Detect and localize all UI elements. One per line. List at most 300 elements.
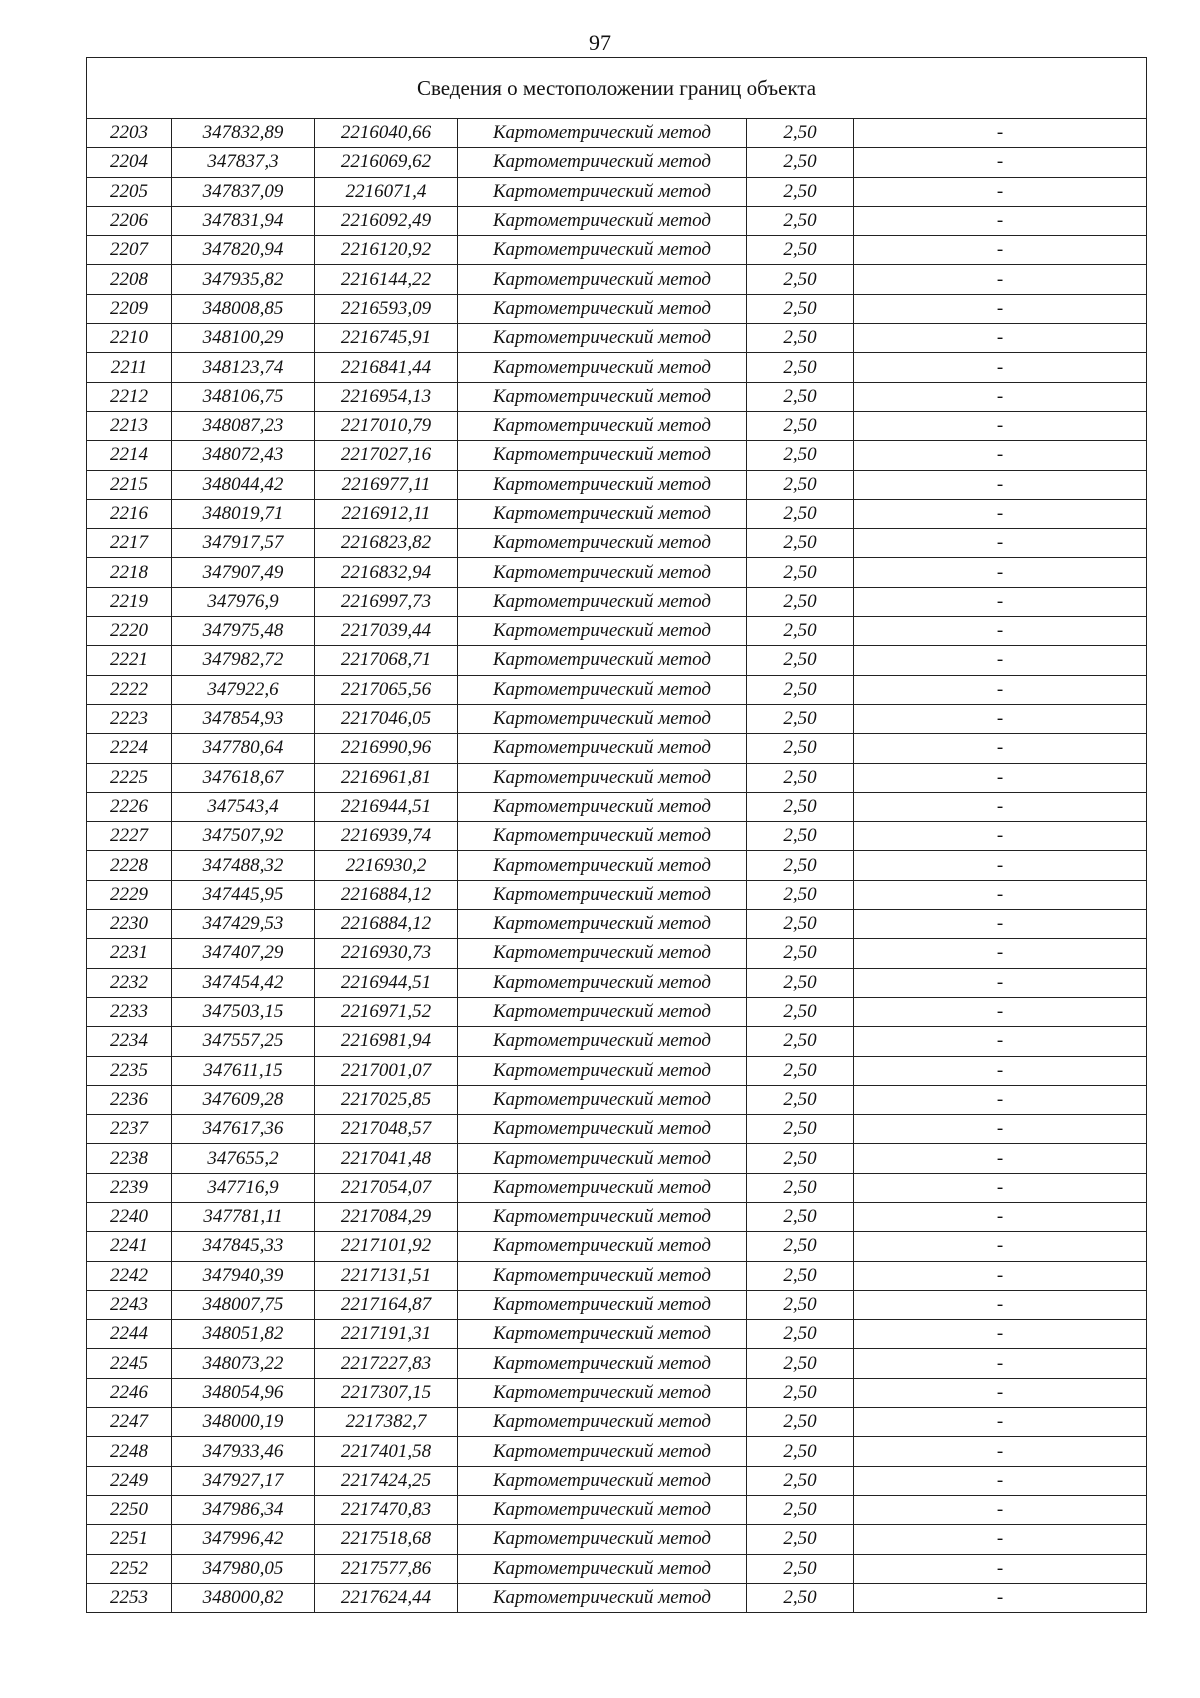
x-coordinate-cell: 347780,64 [172, 734, 315, 763]
table-row [87, 470, 1147, 499]
method-cell: Картометрический метод [458, 1378, 747, 1407]
accuracy-cell: 2,50 [747, 1290, 854, 1319]
method-cell: Картометрический метод [458, 1261, 747, 1290]
table-row [87, 880, 1147, 909]
table-row [87, 968, 1147, 997]
accuracy-cell: 2,50 [747, 1085, 854, 1114]
point-number-cell: 2206 [87, 206, 172, 235]
method-cell: Картометрический метод [458, 822, 747, 851]
description-cell: - [854, 675, 1147, 704]
description-cell: - [854, 1085, 1147, 1114]
x-coordinate-cell: 347837,09 [172, 177, 315, 206]
point-number-cell: 2246 [87, 1378, 172, 1407]
description-cell: - [854, 353, 1147, 382]
table-row [87, 1525, 1147, 1554]
description-cell: - [854, 704, 1147, 733]
accuracy-cell: 2,50 [747, 675, 854, 704]
x-coordinate-cell: 347982,72 [172, 646, 315, 675]
accuracy-cell: 2,50 [747, 1495, 854, 1524]
x-coordinate-cell: 347488,32 [172, 851, 315, 880]
description-cell: - [854, 1115, 1147, 1144]
y-coordinate-cell: 2216997,73 [315, 587, 458, 616]
point-number-cell: 2230 [87, 910, 172, 939]
point-number-cell: 2215 [87, 470, 172, 499]
description-cell: - [854, 236, 1147, 265]
y-coordinate-cell: 2217191,31 [315, 1320, 458, 1349]
table-row [87, 587, 1147, 616]
description-cell: - [854, 177, 1147, 206]
x-coordinate-cell: 347543,4 [172, 792, 315, 821]
table-row [87, 1202, 1147, 1231]
y-coordinate-cell: 2217027,16 [315, 441, 458, 470]
accuracy-cell: 2,50 [747, 1261, 854, 1290]
method-cell: Картометрический метод [458, 704, 747, 733]
point-number-cell: 2227 [87, 822, 172, 851]
x-coordinate-cell: 347454,42 [172, 968, 315, 997]
description-cell: - [854, 441, 1147, 470]
description-cell: - [854, 1378, 1147, 1407]
table-row [87, 441, 1147, 470]
point-number-cell: 2217 [87, 529, 172, 558]
accuracy-cell: 2,50 [747, 704, 854, 733]
description-cell: - [854, 206, 1147, 235]
point-number-cell: 2231 [87, 939, 172, 968]
description-cell: - [854, 1027, 1147, 1056]
table-row [87, 1290, 1147, 1319]
x-coordinate-cell: 348051,82 [172, 1320, 315, 1349]
method-cell: Картометрический метод [458, 411, 747, 440]
table-row [87, 1173, 1147, 1202]
method-cell: Картометрический метод [458, 1085, 747, 1114]
table-row [87, 1232, 1147, 1261]
description-cell: - [854, 1261, 1147, 1290]
point-number-cell: 2209 [87, 294, 172, 323]
table-row [87, 411, 1147, 440]
y-coordinate-cell: 2216092,49 [315, 206, 458, 235]
y-coordinate-cell: 2217010,79 [315, 411, 458, 440]
method-cell: Картометрический метод [458, 265, 747, 294]
accuracy-cell: 2,50 [747, 792, 854, 821]
accuracy-cell: 2,50 [747, 177, 854, 206]
x-coordinate-cell: 347429,53 [172, 910, 315, 939]
page-number: 97 [589, 30, 611, 55]
x-coordinate-cell: 347933,46 [172, 1437, 315, 1466]
y-coordinate-cell: 2216144,22 [315, 265, 458, 294]
table-title: Сведения о местоположении границ объекта [87, 58, 1147, 119]
description-cell: - [854, 1495, 1147, 1524]
table-row [87, 617, 1147, 646]
x-coordinate-cell: 347940,39 [172, 1261, 315, 1290]
y-coordinate-cell: 2216961,81 [315, 763, 458, 792]
accuracy-cell: 2,50 [747, 617, 854, 646]
x-coordinate-cell: 347854,93 [172, 704, 315, 733]
point-number-cell: 2248 [87, 1437, 172, 1466]
method-cell: Картометрический метод [458, 1495, 747, 1524]
y-coordinate-cell: 2216912,11 [315, 499, 458, 528]
x-coordinate-cell: 347837,3 [172, 148, 315, 177]
table-title-row [87, 58, 1147, 119]
point-number-cell: 2224 [87, 734, 172, 763]
x-coordinate-cell: 348100,29 [172, 324, 315, 353]
y-coordinate-cell: 2217068,71 [315, 646, 458, 675]
method-cell: Картометрический метод [458, 792, 747, 821]
method-cell: Картометрический метод [458, 968, 747, 997]
method-cell: Картометрический метод [458, 1466, 747, 1495]
method-cell: Картометрический метод [458, 587, 747, 616]
table-row [87, 558, 1147, 587]
accuracy-cell: 2,50 [747, 1202, 854, 1231]
y-coordinate-cell: 2217624,44 [315, 1583, 458, 1612]
x-coordinate-cell: 347781,11 [172, 1202, 315, 1231]
y-coordinate-cell: 2217048,57 [315, 1115, 458, 1144]
x-coordinate-cell: 347618,67 [172, 763, 315, 792]
x-coordinate-cell: 347820,94 [172, 236, 315, 265]
point-number-cell: 2223 [87, 704, 172, 733]
description-cell: - [854, 148, 1147, 177]
x-coordinate-cell: 347617,36 [172, 1115, 315, 1144]
x-coordinate-cell: 347609,28 [172, 1085, 315, 1114]
y-coordinate-cell: 2217164,87 [315, 1290, 458, 1319]
point-number-cell: 2208 [87, 265, 172, 294]
y-coordinate-cell: 2216944,51 [315, 968, 458, 997]
method-cell: Картометрический метод [458, 1027, 747, 1056]
table-row [87, 1261, 1147, 1290]
x-coordinate-cell: 347907,49 [172, 558, 315, 587]
description-cell: - [854, 324, 1147, 353]
method-cell: Картометрический метод [458, 763, 747, 792]
description-cell: - [854, 1144, 1147, 1173]
method-cell: Картометрический метод [458, 1290, 747, 1319]
description-cell: - [854, 792, 1147, 821]
accuracy-cell: 2,50 [747, 734, 854, 763]
y-coordinate-cell: 2217518,68 [315, 1525, 458, 1554]
y-coordinate-cell: 2216930,73 [315, 939, 458, 968]
method-cell: Картометрический метод [458, 910, 747, 939]
method-cell: Картометрический метод [458, 1349, 747, 1378]
description-cell: - [854, 558, 1147, 587]
table-row [87, 294, 1147, 323]
table-row [87, 1144, 1147, 1173]
method-cell: Картометрический метод [458, 1320, 747, 1349]
description-cell: - [854, 646, 1147, 675]
point-number-cell: 2207 [87, 236, 172, 265]
table-row [87, 1583, 1147, 1612]
table-row [87, 499, 1147, 528]
table-row [87, 939, 1147, 968]
point-number-cell: 2240 [87, 1202, 172, 1231]
accuracy-cell: 2,50 [747, 1408, 854, 1437]
x-coordinate-cell: 347655,2 [172, 1144, 315, 1173]
table-row [87, 1115, 1147, 1144]
y-coordinate-cell: 2217382,7 [315, 1408, 458, 1437]
accuracy-cell: 2,50 [747, 587, 854, 616]
point-number-cell: 2225 [87, 763, 172, 792]
accuracy-cell: 2,50 [747, 353, 854, 382]
method-cell: Картометрический метод [458, 177, 747, 206]
y-coordinate-cell: 2217046,05 [315, 704, 458, 733]
method-cell: Картометрический метод [458, 1144, 747, 1173]
method-cell: Картометрический метод [458, 148, 747, 177]
y-coordinate-cell: 2217424,25 [315, 1466, 458, 1495]
method-cell: Картометрический метод [458, 353, 747, 382]
table-row [87, 1437, 1147, 1466]
description-cell: - [854, 997, 1147, 1026]
x-coordinate-cell: 347832,89 [172, 119, 315, 148]
accuracy-cell: 2,50 [747, 1378, 854, 1407]
point-number-cell: 2214 [87, 441, 172, 470]
table-row [87, 910, 1147, 939]
accuracy-cell: 2,50 [747, 851, 854, 880]
accuracy-cell: 2,50 [747, 324, 854, 353]
description-cell: - [854, 1320, 1147, 1349]
point-number-cell: 2218 [87, 558, 172, 587]
x-coordinate-cell: 347845,33 [172, 1232, 315, 1261]
description-cell: - [854, 968, 1147, 997]
accuracy-cell: 2,50 [747, 206, 854, 235]
method-cell: Картометрический метод [458, 1056, 747, 1085]
y-coordinate-cell: 2216939,74 [315, 822, 458, 851]
accuracy-cell: 2,50 [747, 1115, 854, 1144]
description-cell: - [854, 294, 1147, 323]
y-coordinate-cell: 2217307,15 [315, 1378, 458, 1407]
accuracy-cell: 2,50 [747, 997, 854, 1026]
point-number-cell: 2247 [87, 1408, 172, 1437]
y-coordinate-cell: 2217577,86 [315, 1554, 458, 1583]
accuracy-cell: 2,50 [747, 1583, 854, 1612]
table-row [87, 997, 1147, 1026]
y-coordinate-cell: 2217001,07 [315, 1056, 458, 1085]
y-coordinate-cell: 2217401,58 [315, 1437, 458, 1466]
x-coordinate-cell: 347611,15 [172, 1056, 315, 1085]
description-cell: - [854, 1525, 1147, 1554]
table-row [87, 704, 1147, 733]
method-cell: Картометрический метод [458, 675, 747, 704]
point-number-cell: 2244 [87, 1320, 172, 1349]
table-row [87, 382, 1147, 411]
accuracy-cell: 2,50 [747, 880, 854, 909]
y-coordinate-cell: 2216884,12 [315, 880, 458, 909]
description-cell: - [854, 1202, 1147, 1231]
y-coordinate-cell: 2217227,83 [315, 1349, 458, 1378]
x-coordinate-cell: 348072,43 [172, 441, 315, 470]
point-number-cell: 2216 [87, 499, 172, 528]
x-coordinate-cell: 347935,82 [172, 265, 315, 294]
y-coordinate-cell: 2216930,2 [315, 851, 458, 880]
table-body [87, 119, 1147, 1613]
description-cell: - [854, 1437, 1147, 1466]
method-cell: Картометрический метод [458, 324, 747, 353]
x-coordinate-cell: 348000,19 [172, 1408, 315, 1437]
method-cell: Картометрический метод [458, 1554, 747, 1583]
point-number-cell: 2210 [87, 324, 172, 353]
table-row [87, 236, 1147, 265]
accuracy-cell: 2,50 [747, 763, 854, 792]
point-number-cell: 2235 [87, 1056, 172, 1085]
x-coordinate-cell: 348054,96 [172, 1378, 315, 1407]
y-coordinate-cell: 2217065,56 [315, 675, 458, 704]
x-coordinate-cell: 347975,48 [172, 617, 315, 646]
x-coordinate-cell: 347557,25 [172, 1027, 315, 1056]
accuracy-cell: 2,50 [747, 1027, 854, 1056]
y-coordinate-cell: 2216944,51 [315, 792, 458, 821]
x-coordinate-cell: 348007,75 [172, 1290, 315, 1319]
table-row [87, 529, 1147, 558]
x-coordinate-cell: 347716,9 [172, 1173, 315, 1202]
point-number-cell: 2243 [87, 1290, 172, 1319]
description-cell: - [854, 1408, 1147, 1437]
accuracy-cell: 2,50 [747, 1525, 854, 1554]
point-number-cell: 2252 [87, 1554, 172, 1583]
y-coordinate-cell: 2216040,66 [315, 119, 458, 148]
method-cell: Картометрический метод [458, 997, 747, 1026]
point-number-cell: 2221 [87, 646, 172, 675]
description-cell: - [854, 119, 1147, 148]
method-cell: Картометрический метод [458, 1408, 747, 1437]
y-coordinate-cell: 2216832,94 [315, 558, 458, 587]
description-cell: - [854, 265, 1147, 294]
method-cell: Картометрический метод [458, 294, 747, 323]
x-coordinate-cell: 347445,95 [172, 880, 315, 909]
point-number-cell: 2211 [87, 353, 172, 382]
method-cell: Картометрический метод [458, 382, 747, 411]
x-coordinate-cell: 347922,6 [172, 675, 315, 704]
accuracy-cell: 2,50 [747, 499, 854, 528]
description-cell: - [854, 529, 1147, 558]
accuracy-cell: 2,50 [747, 1437, 854, 1466]
y-coordinate-cell: 2217041,48 [315, 1144, 458, 1173]
point-number-cell: 2234 [87, 1027, 172, 1056]
point-number-cell: 2238 [87, 1144, 172, 1173]
table-row [87, 119, 1147, 148]
accuracy-cell: 2,50 [747, 382, 854, 411]
description-cell: - [854, 1173, 1147, 1202]
y-coordinate-cell: 2216981,94 [315, 1027, 458, 1056]
table-row [87, 1349, 1147, 1378]
point-number-cell: 2213 [87, 411, 172, 440]
x-coordinate-cell: 348019,71 [172, 499, 315, 528]
x-coordinate-cell: 348044,42 [172, 470, 315, 499]
accuracy-cell: 2,50 [747, 910, 854, 939]
description-cell: - [854, 1232, 1147, 1261]
point-number-cell: 2251 [87, 1525, 172, 1554]
table-row [87, 1495, 1147, 1524]
accuracy-cell: 2,50 [747, 470, 854, 499]
x-coordinate-cell: 347917,57 [172, 529, 315, 558]
accuracy-cell: 2,50 [747, 1173, 854, 1202]
table-row [87, 148, 1147, 177]
point-number-cell: 2219 [87, 587, 172, 616]
description-cell: - [854, 470, 1147, 499]
table-row [87, 177, 1147, 206]
accuracy-cell: 2,50 [747, 148, 854, 177]
y-coordinate-cell: 2216593,09 [315, 294, 458, 323]
point-number-cell: 2239 [87, 1173, 172, 1202]
method-cell: Картометрический метод [458, 646, 747, 675]
description-cell: - [854, 587, 1147, 616]
accuracy-cell: 2,50 [747, 529, 854, 558]
method-cell: Картометрический метод [458, 1115, 747, 1144]
table-row [87, 324, 1147, 353]
table-row [87, 734, 1147, 763]
method-cell: Картометрический метод [458, 441, 747, 470]
point-number-cell: 2220 [87, 617, 172, 646]
method-cell: Картометрический метод [458, 119, 747, 148]
method-cell: Картометрический метод [458, 734, 747, 763]
table-row [87, 792, 1147, 821]
point-number-cell: 2229 [87, 880, 172, 909]
y-coordinate-cell: 2216841,44 [315, 353, 458, 382]
method-cell: Картометрический метод [458, 617, 747, 646]
y-coordinate-cell: 2217084,29 [315, 1202, 458, 1231]
description-cell: - [854, 910, 1147, 939]
method-cell: Картометрический метод [458, 1583, 747, 1612]
accuracy-cell: 2,50 [747, 968, 854, 997]
y-coordinate-cell: 2216954,13 [315, 382, 458, 411]
x-coordinate-cell: 347831,94 [172, 206, 315, 235]
accuracy-cell: 2,50 [747, 822, 854, 851]
table-row [87, 1554, 1147, 1583]
x-coordinate-cell: 348087,23 [172, 411, 315, 440]
accuracy-cell: 2,50 [747, 558, 854, 587]
method-cell: Картометрический метод [458, 1202, 747, 1231]
description-cell: - [854, 734, 1147, 763]
description-cell: - [854, 1290, 1147, 1319]
table-row [87, 675, 1147, 704]
method-cell: Картометрический метод [458, 1232, 747, 1261]
x-coordinate-cell: 347503,15 [172, 997, 315, 1026]
method-cell: Картометрический метод [458, 236, 747, 265]
point-number-cell: 2237 [87, 1115, 172, 1144]
x-coordinate-cell: 348123,74 [172, 353, 315, 382]
point-number-cell: 2242 [87, 1261, 172, 1290]
method-cell: Картометрический метод [458, 851, 747, 880]
table-row [87, 822, 1147, 851]
x-coordinate-cell: 347996,42 [172, 1525, 315, 1554]
point-number-cell: 2228 [87, 851, 172, 880]
y-coordinate-cell: 2216823,82 [315, 529, 458, 558]
table-row [87, 1378, 1147, 1407]
accuracy-cell: 2,50 [747, 646, 854, 675]
method-cell: Картометрический метод [458, 206, 747, 235]
description-cell: - [854, 1349, 1147, 1378]
description-cell: - [854, 499, 1147, 528]
description-cell: - [854, 939, 1147, 968]
table-row [87, 1056, 1147, 1085]
point-number-cell: 2212 [87, 382, 172, 411]
table-row [87, 1320, 1147, 1349]
accuracy-cell: 2,50 [747, 1056, 854, 1085]
description-cell: - [854, 880, 1147, 909]
method-cell: Картометрический метод [458, 880, 747, 909]
x-coordinate-cell: 347976,9 [172, 587, 315, 616]
x-coordinate-cell: 347980,05 [172, 1554, 315, 1583]
accuracy-cell: 2,50 [747, 441, 854, 470]
accuracy-cell: 2,50 [747, 294, 854, 323]
y-coordinate-cell: 2217054,07 [315, 1173, 458, 1202]
accuracy-cell: 2,50 [747, 939, 854, 968]
x-coordinate-cell: 347927,17 [172, 1466, 315, 1495]
point-number-cell: 2245 [87, 1349, 172, 1378]
description-cell: - [854, 411, 1147, 440]
method-cell: Картометрический метод [458, 470, 747, 499]
point-number-cell: 2250 [87, 1495, 172, 1524]
x-coordinate-cell: 347407,29 [172, 939, 315, 968]
point-number-cell: 2222 [87, 675, 172, 704]
accuracy-cell: 2,50 [747, 1144, 854, 1173]
point-number-cell: 2233 [87, 997, 172, 1026]
x-coordinate-cell: 348000,82 [172, 1583, 315, 1612]
accuracy-cell: 2,50 [747, 411, 854, 440]
